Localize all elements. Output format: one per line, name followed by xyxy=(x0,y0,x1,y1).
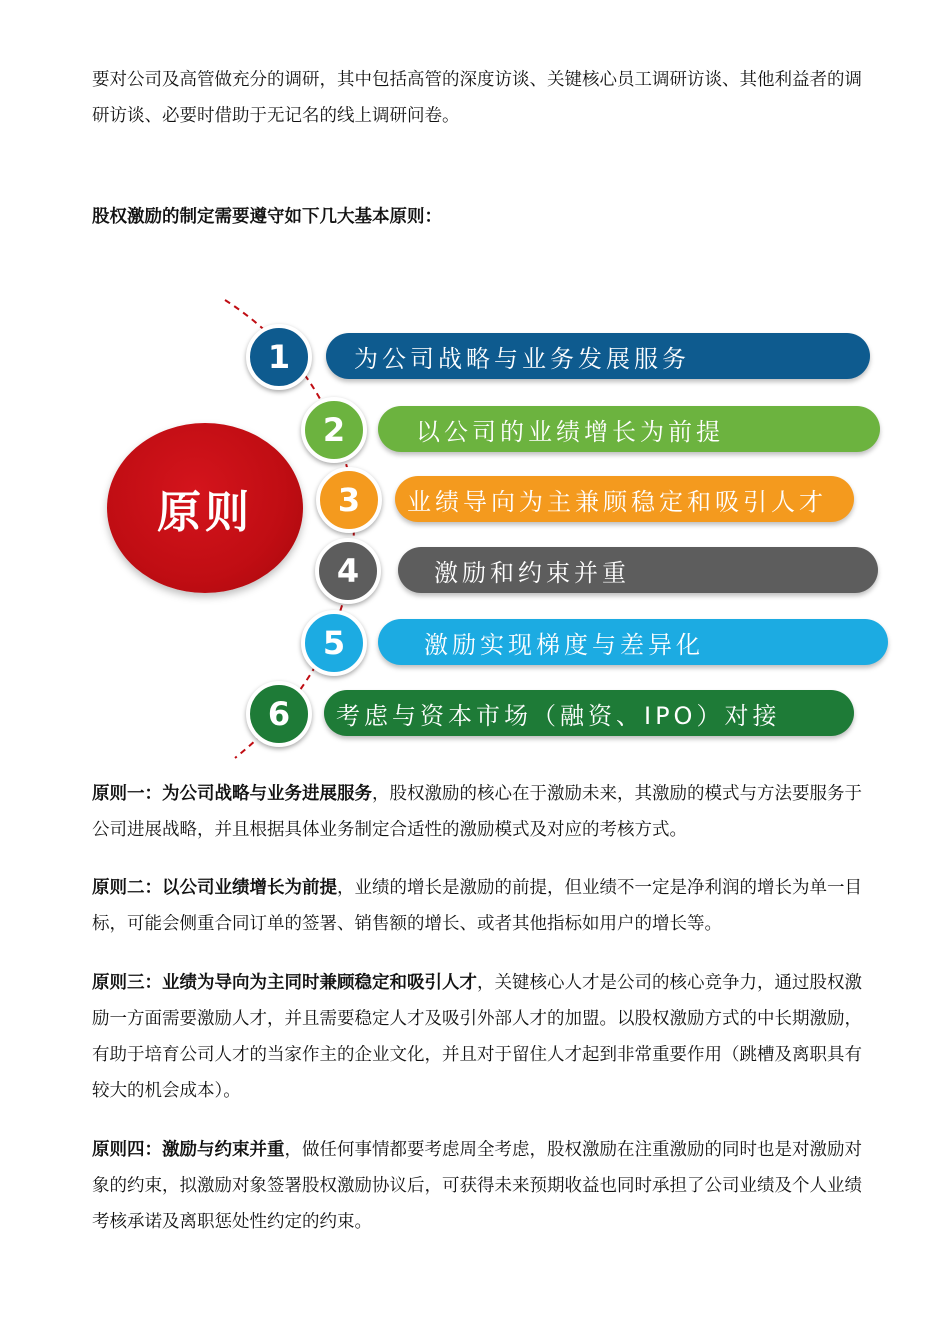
principle-lead-1: 原则一：为公司战略与业务进展服务 xyxy=(92,784,372,804)
principle-text-4: 激励和约束并重 xyxy=(434,558,630,587)
principle-bar-5 xyxy=(378,619,888,665)
principle-text-6: 考虑与资本市场（融资、IPO）对接 xyxy=(336,701,781,730)
principle-text-3: 业绩导向为主兼顾稳定和吸引人才 xyxy=(407,487,827,516)
principles-diagram xyxy=(100,296,860,760)
principle-body-1: ，股权激励的核心在于激励未来，其激励的模式与方法要服务于公司进展战略，并且根据具体业务制定合适性的激励模式及对应的考核方式。 xyxy=(92,784,862,840)
section-heading: 股权激励的制定需要遵守如下几大基本原则： xyxy=(92,207,442,227)
principle-bar-6 xyxy=(324,690,854,736)
principle-bar-1 xyxy=(326,333,870,379)
principle-text-5: 激励实现梯度与差异化 xyxy=(424,630,704,659)
principle-lead-3: 原则三：业绩为导向为主同时兼顾稳定和吸引人才 xyxy=(92,973,477,993)
principle-lead-4: 原则四：激励与约束并重 xyxy=(92,1140,285,1160)
intro-paragraph: 要对公司及高管做充分的调研，其中包括高管的深度访谈、关键核心员工调研访谈、其他利益者的调研访谈、必要时借助于无记名的线上调研问卷。 xyxy=(92,70,862,126)
principle-bar-2 xyxy=(378,406,880,452)
principle-lead-2: 原则二：以公司业绩增长为前提 xyxy=(92,878,337,898)
principle-paragraph-1 xyxy=(92,776,862,848)
principle-number-2: 2 xyxy=(301,397,367,463)
principle-number-4: 4 xyxy=(315,538,381,604)
principle-text-2: 以公司的业绩增长为前提 xyxy=(416,417,724,446)
principle-body-3: ，关键核心人才是公司的核心竞争力，通过股权激励一方面需要激励人才，并且需要稳定人才及吸引外部人才的加盟。以股权激励方式的中长期激励，有助于培育公司人才的当家作主的企业文化，并且对于留住人才起到非常重要作用（跳槽及离职具有较大的机会成本）。 xyxy=(92,973,862,1101)
principle-number-1: 1 xyxy=(246,324,312,390)
principle-paragraph-2 xyxy=(92,870,862,942)
principle-body-4: ，做任何事情都要考虑周全考虑，股权激励在注重激励的同时也是对激励对象的约束，拟激励对象签署股权激励协议后，可获得未来预期收益也同时承担了公司业绩及个人业绩考核承诺及离职惩处性约定的约束。 xyxy=(92,1140,862,1232)
principle-number-6: 6 xyxy=(246,681,312,747)
principle-bar-3 xyxy=(395,476,854,522)
principle-bar-4 xyxy=(398,547,878,593)
principle-body-2: ，业绩的增长是激励的前提，但业绩不一定是净利润的增长为单一目标，可能会侧重合同订单的签署、销售额的增长、或者其他指标如用户的增长等。 xyxy=(92,878,862,934)
principle-number-3: 3 xyxy=(316,467,382,533)
principle-number-5: 5 xyxy=(301,610,367,676)
principle-paragraph-3 xyxy=(92,965,862,1109)
core-circle: 原则 xyxy=(107,423,303,593)
principle-paragraph-4 xyxy=(92,1132,862,1240)
principle-text-1: 为公司战略与业务发展服务 xyxy=(354,344,690,373)
